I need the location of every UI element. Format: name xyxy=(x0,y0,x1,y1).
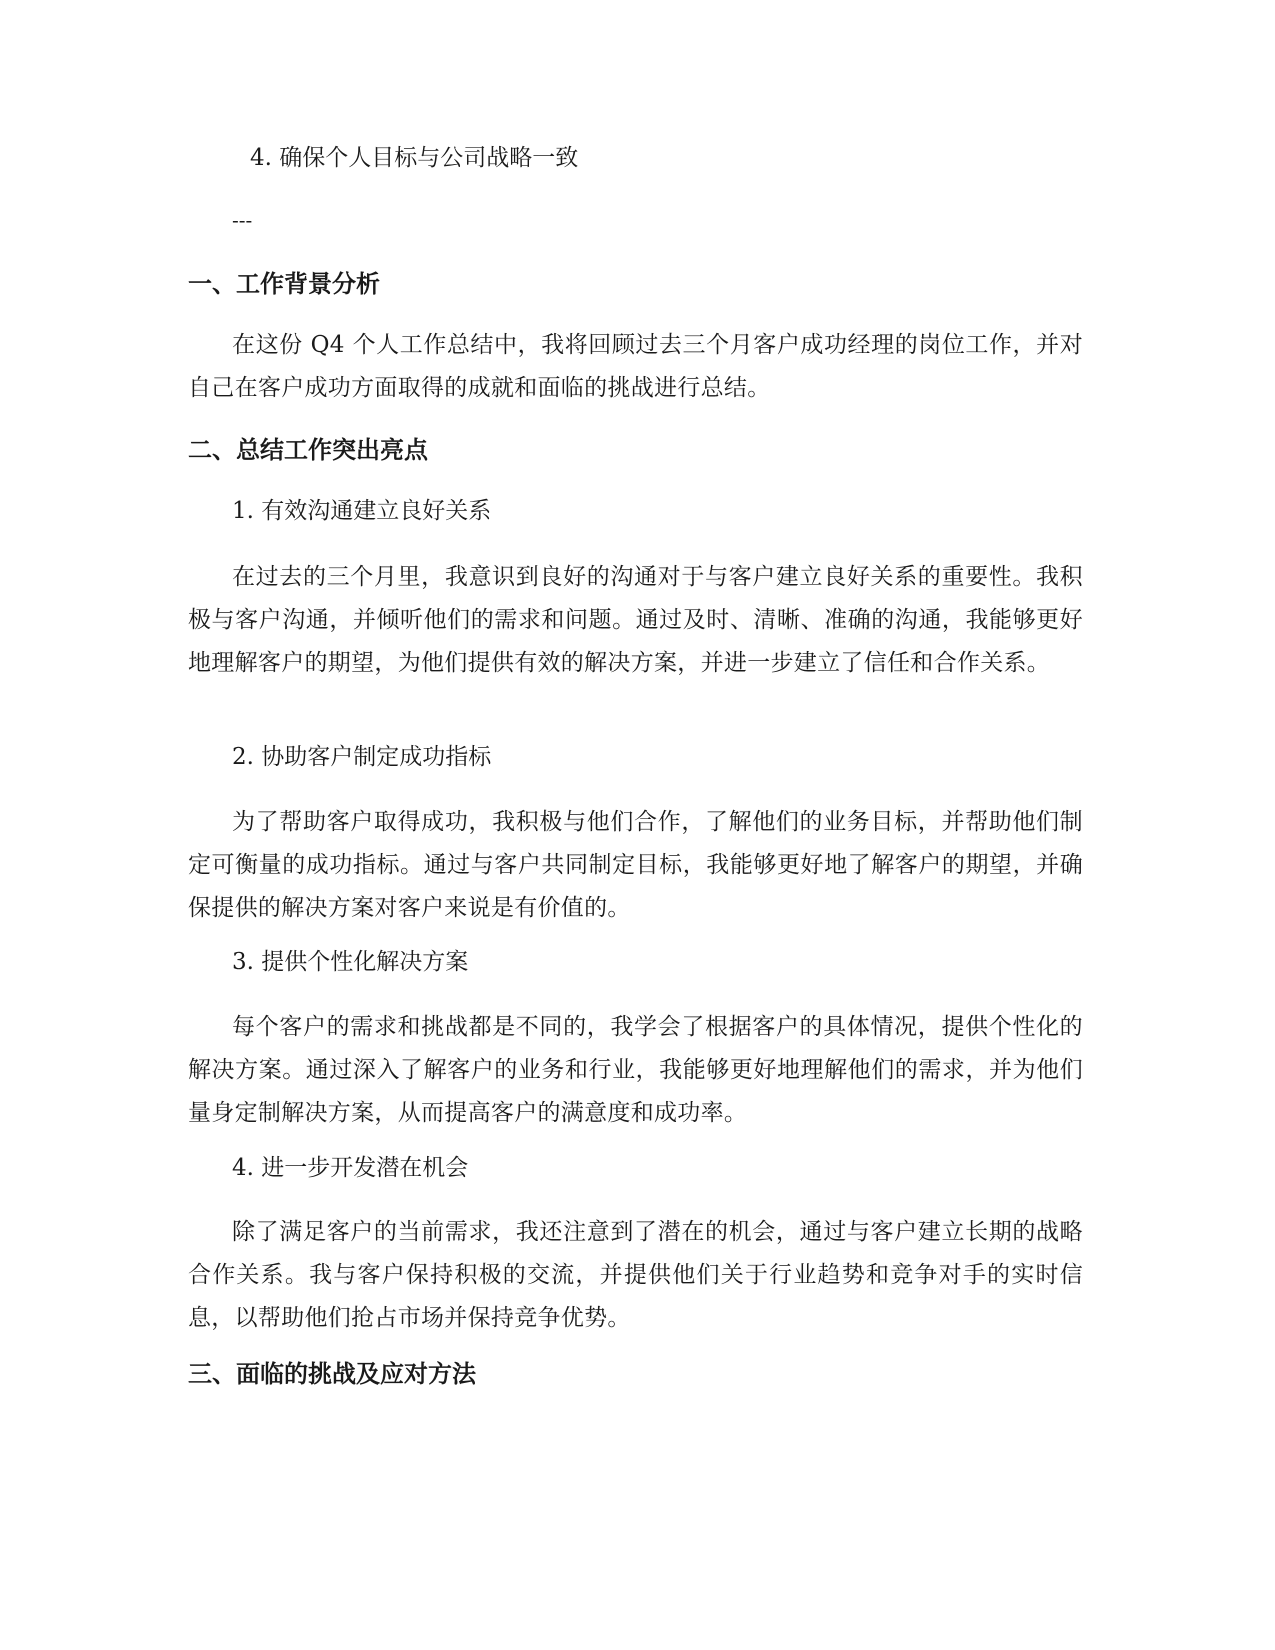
section-heading-highlights: 二、总结工作突出亮点 xyxy=(188,436,428,464)
highlight-paragraph-2: 为了帮助客户取得成功，我积极与他们合作，了解他们的业务目标，并帮助他们制定可衡量的成功指标。通过与客户共同制定目标，我能够更好地了解客户的期望，并确保提供的解决方案对客户来说是有价值的。 xyxy=(188,809,1083,921)
section-heading-challenges: 三、面临的挑战及应对方法 xyxy=(188,1360,476,1388)
section-heading-background: 一、工作背景分析 xyxy=(188,270,380,298)
separator: --- xyxy=(232,208,253,232)
highlight-title-2: 2. 协助客户制定成功指标 xyxy=(232,744,492,770)
highlight-paragraph-1: 在过去的三个月里，我意识到良好的沟通对于与客户建立良好关系的重要性。我积极与客户沟通，并倾听他们的需求和问题。通过及时、清晰、准确的沟通，我能够更好地理解客户的期望，为他们提供有效的解决方案，并进一步建立了信任和合作关系。 xyxy=(188,564,1083,676)
highlight-title-1: 1. 有效沟通建立良好关系 xyxy=(232,498,492,524)
highlight-paragraph-4: 除了满足客户的当前需求，我还注意到了潜在的机会，通过与客户建立长期的战略合作关系。我与客户保持积极的交流，并提供他们关于行业趋势和竞争对手的实时信息，以帮助他们抢占市场并保持竞争优势。 xyxy=(188,1219,1083,1331)
highlight-title-3: 3. 提供个性化解决方案 xyxy=(232,949,469,975)
paragraph-background: 在这份 Q4 个人工作总结中，我将回顾过去三个月客户成功经理的岗位工作，并对自己在客户成功方面取得的成就和面临的挑战进行总结。 xyxy=(188,332,1083,401)
highlight-paragraph-3: 每个客户的需求和挑战都是不同的，我学会了根据客户的具体情况，提供个性化的解决方案。通过深入了解客户的业务和行业，我能够更好地理解他们的需求，并为他们量身定制解决方案，从而提高客户的满意度和成功率。 xyxy=(188,1014,1083,1126)
intro-list-item: 4. 确保个人目标与公司战略一致 xyxy=(250,145,579,171)
highlight-title-4: 4. 进一步开发潜在机会 xyxy=(232,1155,469,1181)
